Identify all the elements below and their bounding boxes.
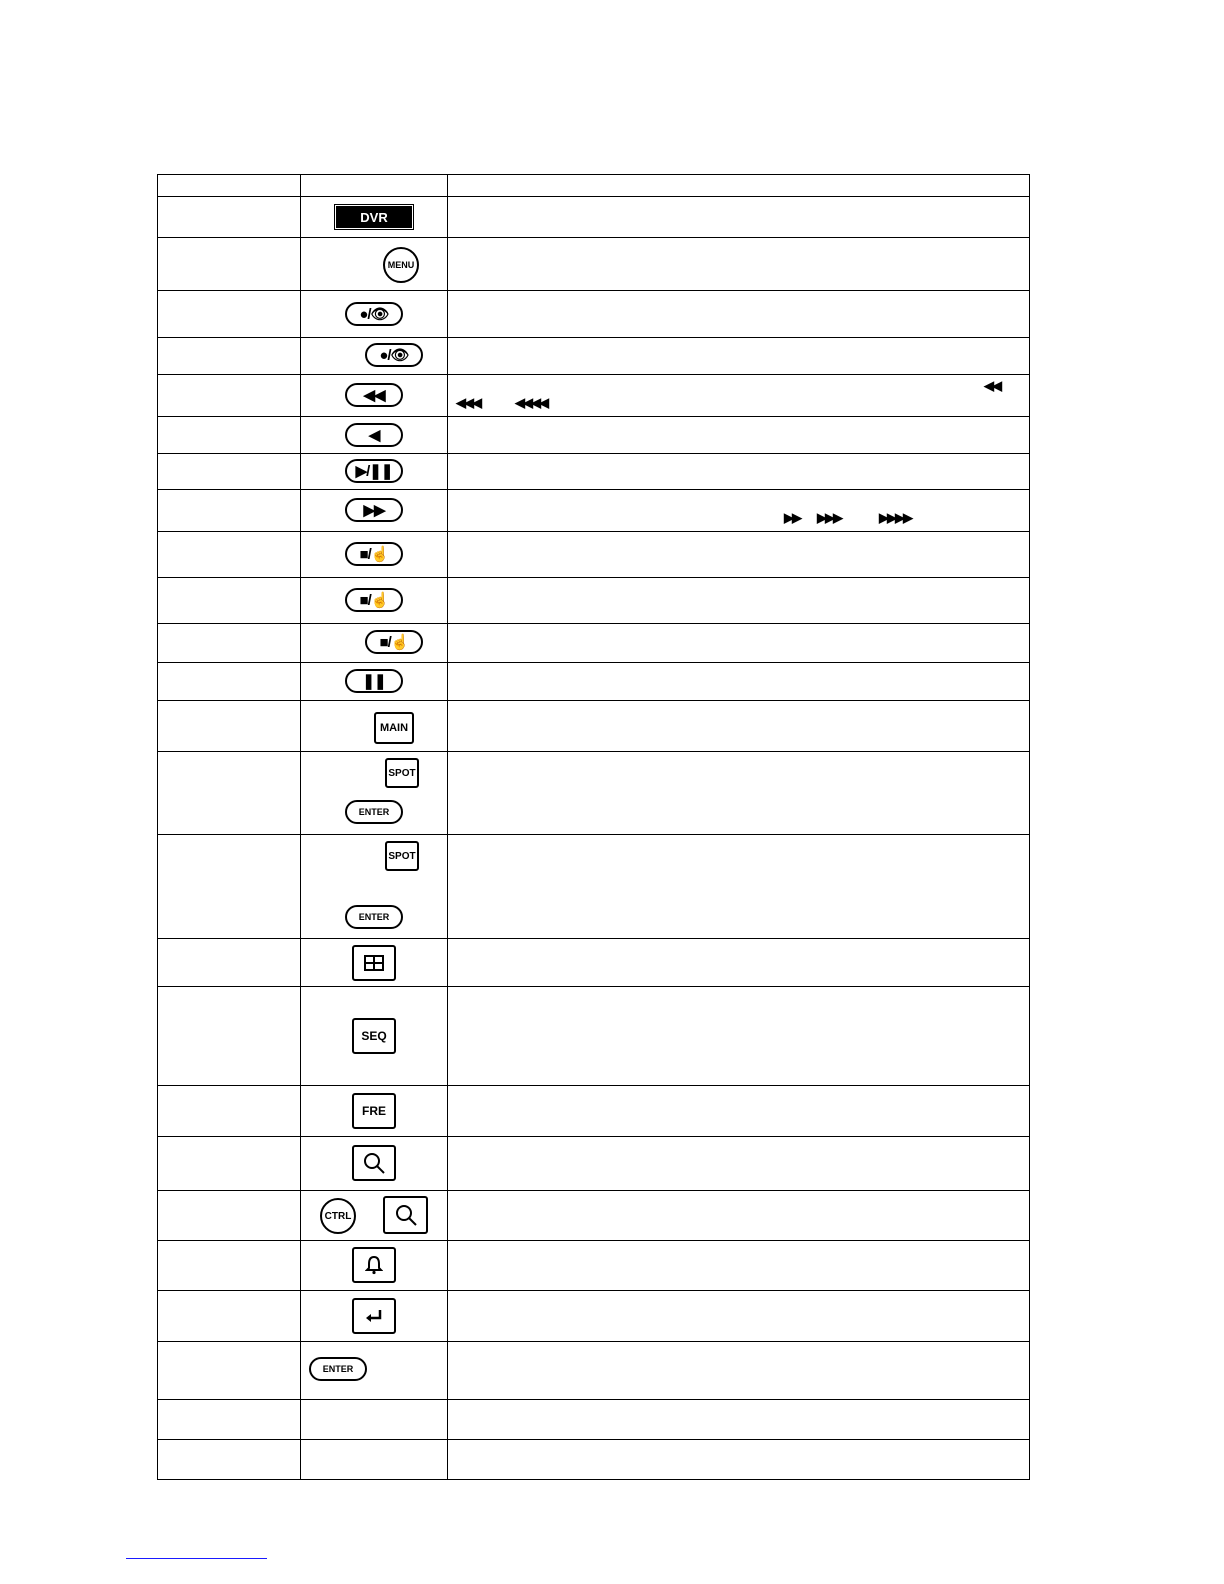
table-row — [158, 987, 1030, 1086]
fre-key-icon: FRE — [352, 1093, 396, 1129]
record-eye-key-icon: ●/👁 — [345, 302, 403, 326]
enter-key-icon: ENTER — [345, 905, 403, 929]
pause-key-icon: ❚❚ — [345, 669, 403, 693]
table-row — [158, 1291, 1030, 1342]
rewind-4x-icon: ◀◀◀◀ — [515, 395, 547, 410]
return-key-icon — [352, 1298, 396, 1334]
table-row — [158, 338, 1030, 375]
table-row — [158, 197, 1030, 238]
forward-3x-icon: ▶▶▶ — [817, 510, 841, 525]
rewind-key-icon: ◀◀ — [345, 383, 403, 407]
table-row — [158, 1137, 1030, 1191]
table-row — [158, 663, 1030, 701]
header-cell — [158, 175, 301, 197]
main-key-icon: MAIN — [374, 712, 414, 744]
magnifier-icon — [362, 1151, 386, 1175]
search-key-icon — [383, 1196, 428, 1234]
ctrl-key-icon: CTRL — [320, 1198, 356, 1234]
table-row — [158, 624, 1030, 663]
table-row — [158, 701, 1030, 752]
magnifier-icon — [394, 1203, 418, 1227]
fast-forward-key-icon: ▶▶ — [345, 498, 403, 522]
dvr-key-icon: DVR — [336, 206, 412, 228]
search-key-icon — [352, 1145, 396, 1181]
quad-display-key-icon — [352, 945, 396, 981]
table-row — [158, 939, 1030, 987]
seq-key-icon: SEQ — [352, 1018, 396, 1054]
table-row — [158, 1191, 1030, 1241]
table-row — [158, 291, 1030, 338]
table-row — [158, 490, 1030, 532]
rewind-2x-icon: ◀◀ — [984, 378, 1000, 393]
enter-key-icon: ENTER — [345, 800, 403, 824]
table-row — [158, 417, 1030, 454]
forward-2x-icon: ▶▶ — [784, 510, 800, 525]
table-row — [158, 1086, 1030, 1137]
play-pause-key-icon: ▶/❚❚ — [345, 459, 403, 483]
table-row — [158, 835, 1030, 939]
quad-grid-icon — [364, 955, 384, 971]
stop-hand-key-icon: ■/☝ — [345, 542, 403, 566]
table-row — [158, 578, 1030, 624]
stop-hand-key-icon: ■/☝ — [345, 588, 403, 612]
alarm-key-icon — [352, 1247, 396, 1283]
return-arrow-icon — [364, 1308, 384, 1324]
key-function-table — [157, 174, 1030, 1480]
table-row — [158, 532, 1030, 578]
spot-key-icon: SPOT — [385, 758, 419, 788]
bell-icon — [365, 1255, 383, 1275]
header-cell — [448, 175, 1030, 197]
table-row — [158, 1241, 1030, 1291]
footnote-divider — [126, 1558, 267, 1559]
rewind-3x-icon: ◀◀◀ — [456, 395, 480, 410]
table-row — [158, 238, 1030, 291]
table-row — [158, 752, 1030, 835]
reverse-play-key-icon: ◀ — [345, 423, 403, 447]
table-row — [158, 1342, 1030, 1400]
spot-key-icon: SPOT — [385, 841, 419, 871]
enter-key-icon: ENTER — [309, 1357, 367, 1381]
forward-4x-icon: ▶▶▶▶ — [879, 510, 911, 525]
table-header-row — [158, 175, 1030, 197]
table-row — [158, 1400, 1030, 1440]
record-eye-key-icon: ●/👁 — [365, 343, 423, 367]
table-row — [158, 375, 1030, 417]
stop-hand-key-icon: ■/☝ — [365, 630, 423, 654]
table-row — [158, 454, 1030, 490]
header-cell — [301, 175, 448, 197]
menu-key-icon: MENU — [383, 247, 419, 283]
table-row — [158, 1440, 1030, 1480]
